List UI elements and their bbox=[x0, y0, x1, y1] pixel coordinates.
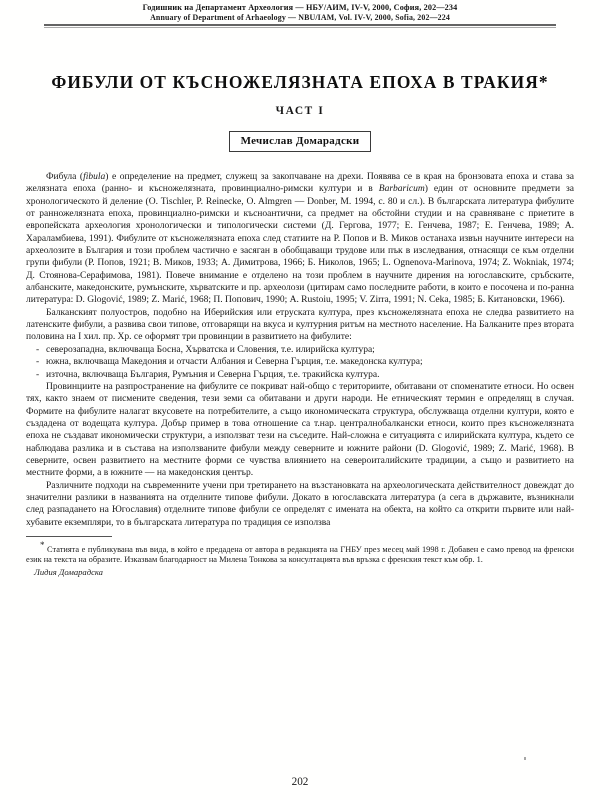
footnote-marker: * bbox=[40, 539, 45, 550]
list-item bbox=[26, 356, 574, 368]
list-item bbox=[26, 344, 574, 356]
list-bullet-dash: - bbox=[36, 356, 40, 368]
running-head-bulgarian: Годишник на Департамент Археология — НБУ/АИМ, IV-V, 2000, София, 202—234 bbox=[142, 3, 458, 12]
term-fibula: fibula bbox=[83, 171, 106, 182]
running-head bbox=[0, 0, 600, 28]
list-item bbox=[26, 369, 574, 381]
paragraph-1-part-a: Фибула ( bbox=[46, 171, 84, 182]
list-item-label: северозападна, включваща Босна, Хърватска и Словения, т.е. илирийска култура; bbox=[46, 343, 375, 355]
list-item-label: южна, включваща Македония и отчасти Албания и Северна Гърция, т.е. македонска култура; bbox=[46, 356, 423, 368]
list-bullet-dash: - bbox=[36, 343, 40, 355]
article-body bbox=[26, 171, 574, 529]
footnote-text: Статията е публикувана във вида, в който е предадена от автора в редакцията на ГНБУ през месец май 1998 г. Добавен е само превод на френски език на текста на образите. Изказвам благодарност на Милена Тонкова за консултацията във връзка с френския текст към обр. 1. bbox=[26, 544, 574, 565]
term-barbaricum: Barbaricum bbox=[378, 183, 425, 195]
running-head-english: Annuary of Department of Arhaeology — NBU/IAM, Vol. IV-V, 2000, Sofia, 202—224 bbox=[150, 12, 450, 22]
paragraph-1-part-b: ) е определение на предмет, служещ за закопчаване на дрехи. Появява се в края на бронзовата епоха и става за желязната епоха (ранно- и късножелязната, провинциално-римски култури и в bbox=[26, 171, 574, 195]
paragraph-1 bbox=[26, 171, 574, 307]
paragraph-2: Балканският полуостров, подобно на Иберийския или етруската култура, през късножелязната епоха не следва развитието на латенските фибули, а развива свои типове, отговарящи на вкуса и културния ритъм на местното население. На Балканите през втората половина на I хил. пр. Хр. се оформят три провинции в развитието на фибулите: bbox=[26, 306, 574, 343]
paragraph-3: Провинциите на разпространение на фибулите се покриват най-общо с териториите, обитавани от споменатите етноси. Но освен тях, както знаем от писмените сведения, тези земи са обитавани и други народи. Не етническият термин е определящ в случая. Формите на фибулите налагат вкусовете на потребителите, а също икономическата структура, обслужваща отделни култури, която е създадена от водещата култура. Добър пример в това отношение са т.нар. централнобалкански етноси, които през късножелязната епоха не създават икономически структури, а използват тези на съседите. Най-сложна е ситуацията с илирийската култура, където се наблюдава разлика и в състава на използваните фибули между северните и южните райони (D. Glogović, 1989; Z. Marić, 1968). В северните, освен развитието на местните форми се чувства влиянието на североиталийските традиции, а също и развитието на местните форми, а в южните — на македонския център. bbox=[26, 380, 574, 479]
page-number: 202 bbox=[291, 776, 309, 788]
scan-artifact-speck bbox=[524, 757, 526, 760]
province-list bbox=[26, 344, 574, 381]
translator-credit: Лидия Домарадска bbox=[34, 566, 103, 577]
paragraph-4: Различните подходи на съвременните учени при третирането на възстановката на археологическата действителност довеждат до значителни разлики в названията на отделните типове фибули. Докато в югославската литература (а сега в държавите, възникнали след разпадането на Югославия) отделните типове фибули се определят с имената на обекта, на който са открити първите или най-хубавите екземпляри, то в българската литература по традиция се използва bbox=[26, 479, 574, 528]
list-bullet-dash: - bbox=[36, 368, 40, 380]
running-head-rule-thin bbox=[44, 27, 556, 28]
list-item-label: източна, включваща България, Румъния и Северна Гърция, т.е. тракийска култура. bbox=[46, 368, 380, 380]
part-label: ЧАСТ I bbox=[275, 105, 325, 117]
footnote-separator-rule bbox=[26, 536, 112, 537]
footnote bbox=[26, 540, 574, 566]
title-block bbox=[0, 72, 600, 152]
page-title: ФИБУЛИ ОТ КЪСНОЖЕЛЯЗНАТА ЕПОХА В ТРАКИЯ* bbox=[51, 72, 549, 92]
author-name-box: Мечислав Домарадски bbox=[229, 131, 372, 152]
running-head-rule bbox=[44, 24, 556, 26]
paragraph-1-part-c: ) един от основните предмети за хронологическото й деление (О. Tischler, P. Reinecke, O. Almgren — Donber, M. 1994, с. 80 и сл.). В българската литература фибулите от ранножелязната епоха, провинциално-римски и късноантични, са предмет на обстойни студии и на сравняване с приетите в европейската археология хронологически и типологически системи (Д. Гергова, 1977; Е. Генчева, 1987; Е. Генчева, 1989; А. Хараламбиева, 1991). Фибулите от късножелязната епоха след статиите на Р. Попов и В. Миков останаха извън научните интереси на археолозите в България и този проблем частично е засяган в обобщаващи трудове или пък в изследвания, отнасящи се към отделни групи фибули (Р. Попов, 1921; В. Миков, 1933; А. Димитрова, 1966; Б. Николов, 1965; L. Ognenova-Marinova, 1974; Z. Wokniak, 1974; Д. Стоянова-Серафимова, 1981). Повече внимание е отделено на този проблем в научните дирения на югославските, сръбските, албанските, македонските, румънските, хърватските и пр. археолози (цитирам само последните работи, в които е посочена и по-ранна литература: D. Glogović, 1989; Z. Marić, 1968; П. Попович, 1990; A. Rustoiu, 1995; V. Zirra, 1991; N. Ceka, 1985; Б. Китановски, 1966). bbox=[26, 183, 574, 306]
footnote-paragraph bbox=[26, 540, 574, 566]
